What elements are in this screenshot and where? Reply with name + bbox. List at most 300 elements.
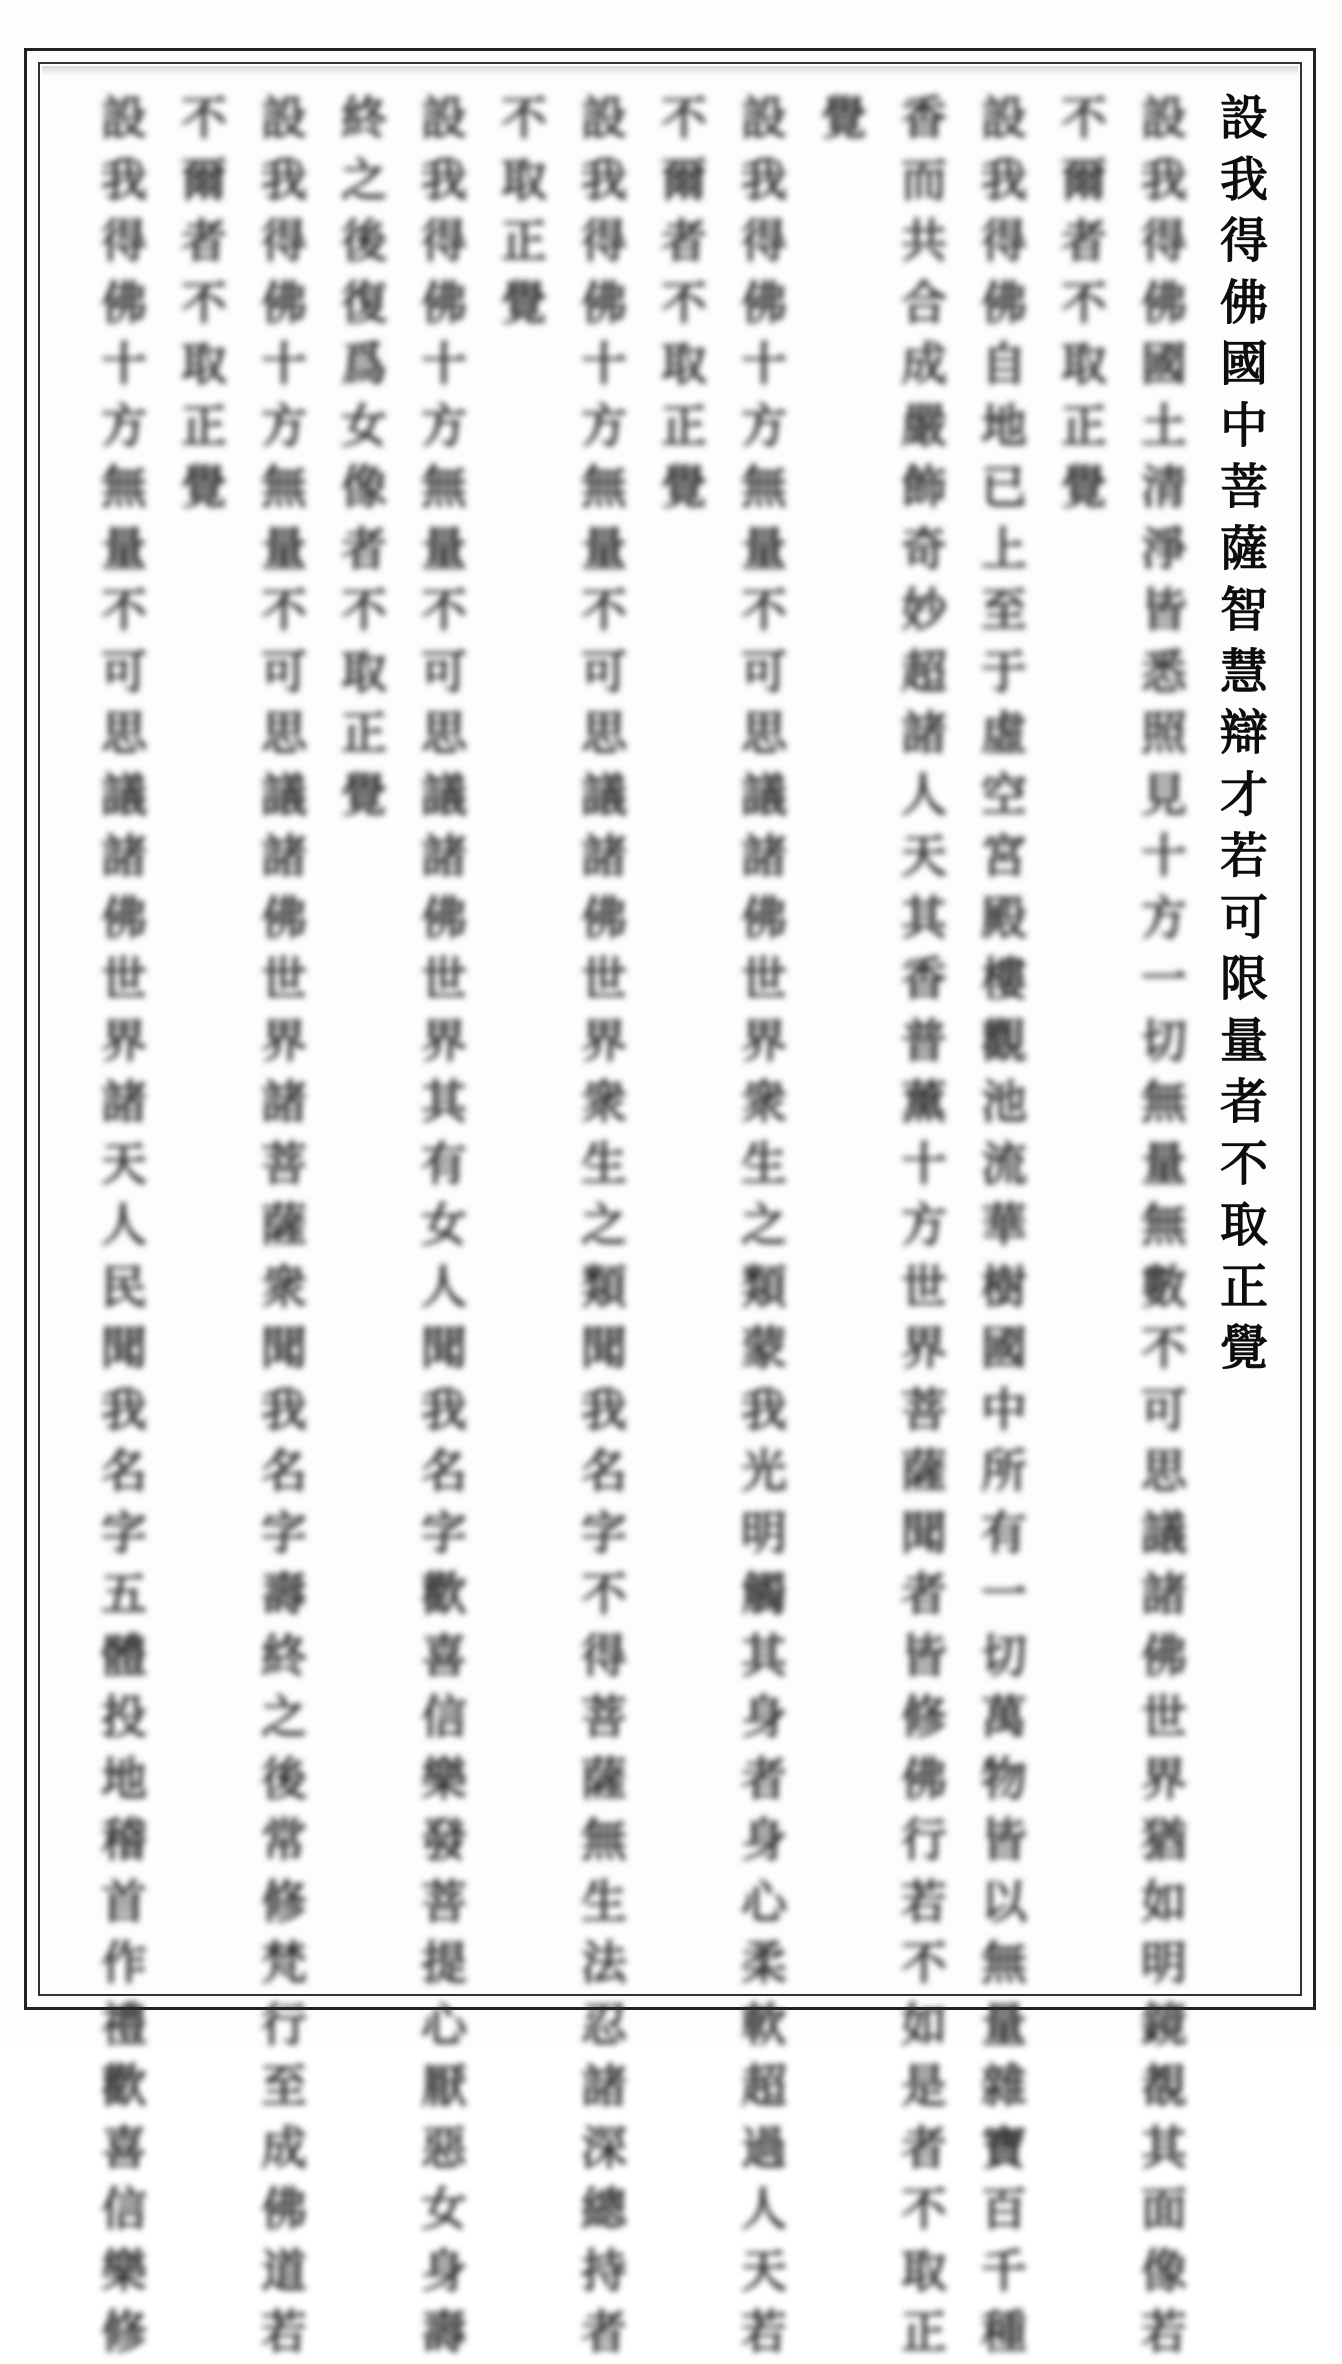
glyph: 蒙 xyxy=(741,1321,787,1375)
glyph: 皆 xyxy=(1141,583,1187,637)
glyph: 不 xyxy=(901,1936,947,1990)
glyph: 不 xyxy=(901,2182,947,2236)
glyph: 十 xyxy=(421,337,467,391)
glyph: 超 xyxy=(901,644,947,699)
glyph: 諸 xyxy=(741,829,787,883)
glyph: 生 xyxy=(741,1136,787,1191)
glyph: 諸 xyxy=(581,829,627,883)
glyph: 淨 xyxy=(1141,521,1187,576)
text-column xyxy=(804,88,884,150)
glyph: 量 xyxy=(261,521,307,576)
glyph: 有 xyxy=(421,1136,467,1191)
glyph: 不 xyxy=(581,1567,627,1621)
glyph: 已 xyxy=(981,460,1027,514)
glyph: 量 xyxy=(581,521,627,576)
glyph: 諸 xyxy=(101,1075,147,1129)
glyph: 思 xyxy=(261,706,307,760)
glyph: 量 xyxy=(741,521,787,576)
glyph: 十 xyxy=(101,337,147,391)
glyph: 首 xyxy=(101,1874,147,1929)
glyph: 方 xyxy=(901,1198,947,1252)
glyph: 忍 xyxy=(581,1997,627,2052)
glyph: 議 xyxy=(1141,1505,1187,1560)
glyph: 後 xyxy=(261,1751,307,1806)
glyph: 才 xyxy=(1219,766,1268,823)
glyph: 宮 xyxy=(981,829,1027,883)
glyph: 取 xyxy=(1061,337,1107,391)
glyph: 作 xyxy=(101,1936,147,1990)
glyph: 類 xyxy=(581,1259,627,1314)
glyph: 正 xyxy=(661,398,707,453)
glyph: 樹 xyxy=(981,1259,1027,1314)
glyph: 得 xyxy=(1219,213,1268,269)
glyph: 名 xyxy=(421,1444,467,1498)
glyph: 百 xyxy=(981,2182,1027,2236)
glyph: 字 xyxy=(581,1505,627,1560)
glyph: 界 xyxy=(261,1013,307,1068)
glyph: 不 xyxy=(261,583,307,637)
text-column xyxy=(484,88,564,334)
glyph: 佛 xyxy=(901,1751,947,1806)
glyph: 方 xyxy=(421,398,467,453)
glyph: 衆 xyxy=(261,1259,307,1314)
glyph: 佛 xyxy=(421,890,467,945)
glyph: 總 xyxy=(581,2182,627,2236)
glyph: 我 xyxy=(581,1382,627,1437)
glyph: 其 xyxy=(1141,2120,1187,2175)
glyph: 衆 xyxy=(741,1075,787,1129)
glyph: 佛 xyxy=(741,275,787,330)
glyph: 是 xyxy=(901,2059,947,2113)
glyph: 議 xyxy=(581,767,627,822)
glyph: 正 xyxy=(1061,398,1107,453)
glyph: 聞 xyxy=(261,1321,307,1375)
glyph: 至 xyxy=(261,2059,307,2113)
glyph: 思 xyxy=(581,706,627,760)
glyph: 人 xyxy=(421,1259,467,1314)
glyph: 照 xyxy=(1141,706,1187,760)
glyph: 國 xyxy=(981,1321,1027,1375)
glyph: 修 xyxy=(101,2305,147,2359)
glyph: 發 xyxy=(421,1813,467,1867)
glyph: 切 xyxy=(1141,1013,1187,1068)
glyph: 覺 xyxy=(1061,460,1107,514)
glyph: 我 xyxy=(741,152,787,207)
glyph: 界 xyxy=(1141,1751,1187,1806)
glyph: 不 xyxy=(421,583,467,637)
glyph: 我 xyxy=(421,1382,467,1437)
text-column xyxy=(964,88,1044,2364)
glyph: 光 xyxy=(741,1444,787,1498)
vertical-text-block xyxy=(84,88,1284,2359)
glyph: 設 xyxy=(261,91,307,145)
glyph: 諸 xyxy=(901,706,947,760)
glyph: 心 xyxy=(421,1997,467,2052)
glyph: 諸 xyxy=(421,829,467,883)
glyph: 若 xyxy=(261,2305,307,2359)
glyph: 我 xyxy=(101,152,147,207)
glyph: 終 xyxy=(341,91,387,145)
glyph: 過 xyxy=(741,2120,787,2175)
glyph: 深 xyxy=(581,2120,627,2175)
glyph: 佛 xyxy=(101,275,147,330)
glyph: 量 xyxy=(1141,1136,1187,1191)
glyph: 者 xyxy=(901,2120,947,2175)
glyph: 惡 xyxy=(421,2120,467,2175)
glyph: 設 xyxy=(101,91,147,145)
glyph: 一 xyxy=(981,1567,1027,1621)
glyph: 無 xyxy=(981,1936,1027,1990)
glyph: 歡 xyxy=(421,1567,467,1621)
glyph: 聞 xyxy=(421,1321,467,1375)
glyph: 萬 xyxy=(981,1690,1027,1744)
glyph: 思 xyxy=(101,706,147,760)
glyph: 修 xyxy=(261,1874,307,1929)
glyph: 信 xyxy=(101,2182,147,2236)
glyph: 行 xyxy=(261,1997,307,2052)
glyph: 爾 xyxy=(181,152,227,207)
scan-shading xyxy=(42,66,1298,76)
glyph: 不 xyxy=(581,583,627,637)
glyph: 如 xyxy=(901,1997,947,2052)
glyph: 佛 xyxy=(741,890,787,945)
glyph: 世 xyxy=(421,952,467,1006)
glyph: 字 xyxy=(421,1505,467,1560)
glyph: 香 xyxy=(901,91,947,145)
glyph: 生 xyxy=(581,1136,627,1191)
glyph: 若 xyxy=(901,1874,947,1929)
glyph: 名 xyxy=(581,1444,627,1498)
glyph: 不 xyxy=(181,91,227,145)
glyph: 猶 xyxy=(1141,1813,1187,1867)
glyph: 共 xyxy=(901,214,947,268)
glyph: 可 xyxy=(101,644,147,699)
text-column xyxy=(244,88,324,2364)
glyph: 正 xyxy=(901,2305,947,2359)
glyph: 可 xyxy=(1141,1382,1187,1437)
glyph: 量 xyxy=(1219,1012,1268,1069)
glyph: 身 xyxy=(421,2243,467,2298)
glyph: 妙 xyxy=(901,583,947,637)
text-column-highlighted xyxy=(1204,88,1284,1380)
glyph: 其 xyxy=(421,1075,467,1129)
glyph: 十 xyxy=(261,337,307,391)
glyph: 普 xyxy=(901,1013,947,1068)
glyph: 數 xyxy=(1141,1259,1187,1314)
glyph: 千 xyxy=(981,2243,1027,2298)
glyph: 得 xyxy=(741,214,787,268)
glyph: 見 xyxy=(1141,767,1187,822)
glyph: 可 xyxy=(1219,889,1268,946)
glyph: 正 xyxy=(181,398,227,453)
glyph: 有 xyxy=(981,1505,1027,1560)
glyph: 取 xyxy=(901,2243,947,2298)
glyph: 界 xyxy=(101,1013,147,1068)
glyph: 我 xyxy=(1141,152,1187,207)
glyph: 世 xyxy=(261,952,307,1006)
glyph: 界 xyxy=(741,1013,787,1068)
glyph: 不 xyxy=(1061,91,1107,145)
glyph: 稽 xyxy=(101,1813,147,1867)
glyph: 池 xyxy=(981,1075,1027,1129)
glyph: 無 xyxy=(581,1813,627,1867)
text-column xyxy=(724,88,804,2364)
glyph: 喜 xyxy=(101,2120,147,2175)
glyph: 諸 xyxy=(1141,1567,1187,1621)
glyph: 慧 xyxy=(1219,643,1268,700)
glyph: 殿 xyxy=(981,890,1027,945)
glyph: 嚴 xyxy=(901,398,947,453)
glyph: 議 xyxy=(421,767,467,822)
glyph: 類 xyxy=(741,1259,787,1314)
glyph: 方 xyxy=(581,398,627,453)
glyph: 皆 xyxy=(981,1813,1027,1867)
glyph: 無 xyxy=(261,460,307,514)
glyph: 流 xyxy=(981,1136,1027,1191)
glyph: 像 xyxy=(1141,2243,1187,2298)
glyph: 終 xyxy=(261,1628,307,1683)
glyph: 後 xyxy=(341,214,387,268)
glyph: 字 xyxy=(261,1505,307,1560)
glyph: 之 xyxy=(341,152,387,207)
glyph: 菩 xyxy=(581,1690,627,1744)
text-column xyxy=(1124,88,1204,2364)
glyph: 諸 xyxy=(581,2059,627,2113)
glyph: 地 xyxy=(101,1751,147,1806)
glyph: 者 xyxy=(341,521,387,576)
glyph: 成 xyxy=(261,2120,307,2175)
text-column xyxy=(644,88,724,519)
glyph: 壽 xyxy=(261,1567,307,1621)
glyph: 梵 xyxy=(261,1936,307,1990)
text-column xyxy=(164,88,244,519)
glyph: 若 xyxy=(1219,828,1268,884)
text-column xyxy=(324,88,404,826)
glyph: 于 xyxy=(981,644,1027,699)
glyph: 土 xyxy=(1141,398,1187,453)
glyph: 虛 xyxy=(981,706,1027,760)
glyph: 設 xyxy=(981,91,1027,145)
glyph: 佛 xyxy=(1141,275,1187,330)
glyph: 得 xyxy=(421,214,467,268)
glyph: 方 xyxy=(741,398,787,453)
glyph: 清 xyxy=(1141,460,1187,514)
glyph: 華 xyxy=(981,1198,1027,1252)
glyph: 喜 xyxy=(421,1628,467,1683)
glyph: 佛 xyxy=(981,275,1027,330)
glyph: 國 xyxy=(1141,337,1187,391)
glyph: 菩 xyxy=(421,1874,467,1929)
glyph: 女 xyxy=(421,2182,467,2236)
glyph: 不 xyxy=(101,583,147,637)
glyph: 樂 xyxy=(101,2243,147,2298)
glyph: 佛 xyxy=(581,275,627,330)
glyph: 物 xyxy=(981,1751,1027,1806)
glyph: 設 xyxy=(1219,90,1268,146)
glyph: 者 xyxy=(661,214,707,268)
glyph: 設 xyxy=(581,91,627,145)
glyph: 覺 xyxy=(341,767,387,822)
glyph: 軟 xyxy=(741,1997,787,2052)
glyph: 菩 xyxy=(1219,459,1268,515)
glyph: 空 xyxy=(981,767,1027,822)
glyph: 取 xyxy=(1219,1197,1268,1253)
glyph: 不 xyxy=(661,91,707,145)
glyph: 名 xyxy=(261,1444,307,1498)
glyph: 奇 xyxy=(901,521,947,576)
glyph: 成 xyxy=(901,337,947,391)
glyph: 復 xyxy=(341,275,387,330)
glyph: 無 xyxy=(581,460,627,514)
glyph: 無 xyxy=(101,460,147,514)
glyph: 佛 xyxy=(261,275,307,330)
glyph: 生 xyxy=(581,1874,627,1929)
glyph: 覩 xyxy=(1141,2059,1187,2113)
glyph: 不 xyxy=(661,275,707,330)
glyph: 方 xyxy=(1141,890,1187,945)
glyph: 可 xyxy=(261,644,307,699)
glyph: 投 xyxy=(101,1690,147,1744)
glyph: 超 xyxy=(741,2059,787,2113)
glyph: 道 xyxy=(261,2243,307,2298)
glyph: 方 xyxy=(101,398,147,453)
glyph: 一 xyxy=(1141,952,1187,1006)
glyph: 菩 xyxy=(261,1136,307,1191)
glyph: 信 xyxy=(421,1690,467,1744)
glyph: 名 xyxy=(101,1444,147,1498)
glyph: 女 xyxy=(341,398,387,453)
glyph: 合 xyxy=(901,275,947,330)
glyph: 不 xyxy=(741,583,787,637)
glyph: 爾 xyxy=(1061,152,1107,207)
glyph: 我 xyxy=(261,152,307,207)
glyph: 可 xyxy=(421,644,467,699)
glyph: 無 xyxy=(421,460,467,514)
glyph: 而 xyxy=(901,152,947,207)
glyph: 樂 xyxy=(421,1751,467,1806)
glyph: 寶 xyxy=(981,2120,1027,2175)
glyph: 不 xyxy=(181,275,227,330)
glyph: 取 xyxy=(501,152,547,207)
glyph: 我 xyxy=(421,152,467,207)
glyph: 上 xyxy=(981,521,1027,576)
glyph: 至 xyxy=(981,583,1027,637)
glyph: 不 xyxy=(1219,1135,1268,1192)
glyph: 得 xyxy=(101,214,147,268)
glyph: 十 xyxy=(901,1136,947,1191)
glyph: 字 xyxy=(101,1505,147,1560)
glyph: 不 xyxy=(501,91,547,145)
text-column xyxy=(404,88,484,2364)
glyph: 者 xyxy=(901,1567,947,1621)
glyph: 厭 xyxy=(421,2059,467,2113)
glyph: 我 xyxy=(101,1382,147,1437)
glyph: 得 xyxy=(261,214,307,268)
glyph: 者 xyxy=(741,1751,787,1806)
glyph: 民 xyxy=(101,1259,147,1314)
glyph: 佛 xyxy=(101,890,147,945)
glyph: 覺 xyxy=(501,275,547,330)
glyph: 修 xyxy=(901,1690,947,1744)
glyph: 女 xyxy=(421,1198,467,1252)
glyph: 佛 xyxy=(421,275,467,330)
glyph: 思 xyxy=(1141,1444,1187,1498)
glyph: 體 xyxy=(101,1628,147,1683)
glyph: 心 xyxy=(741,1874,787,1929)
glyph: 我 xyxy=(261,1382,307,1437)
glyph: 聞 xyxy=(581,1321,627,1375)
glyph: 衆 xyxy=(581,1075,627,1129)
glyph: 以 xyxy=(981,1874,1027,1929)
glyph: 提 xyxy=(421,1936,467,1990)
glyph: 佛 xyxy=(261,890,307,945)
glyph: 智 xyxy=(1219,582,1268,638)
glyph: 覺 xyxy=(821,91,867,145)
glyph: 十 xyxy=(1141,829,1187,883)
glyph: 爾 xyxy=(661,152,707,207)
glyph: 行 xyxy=(901,1813,947,1867)
glyph: 議 xyxy=(741,767,787,822)
glyph: 議 xyxy=(101,767,147,822)
glyph: 之 xyxy=(261,1690,307,1744)
glyph: 正 xyxy=(1219,1258,1268,1315)
glyph: 柔 xyxy=(741,1936,787,1990)
glyph: 十 xyxy=(741,337,787,391)
glyph: 種 xyxy=(981,2305,1027,2359)
glyph: 諸 xyxy=(261,1075,307,1129)
glyph: 得 xyxy=(981,214,1027,268)
glyph: 身 xyxy=(741,1690,787,1744)
glyph: 者 xyxy=(1219,1074,1268,1130)
glyph: 我 xyxy=(1219,151,1268,208)
glyph: 方 xyxy=(261,398,307,453)
glyph: 覺 xyxy=(181,460,227,514)
glyph: 其 xyxy=(741,1628,787,1683)
glyph: 國 xyxy=(1219,336,1268,392)
glyph: 不 xyxy=(341,583,387,637)
glyph: 十 xyxy=(581,337,627,391)
text-column xyxy=(564,88,644,2364)
glyph: 薩 xyxy=(1219,520,1268,577)
glyph: 明 xyxy=(741,1505,787,1560)
glyph: 若 xyxy=(741,2305,787,2359)
glyph: 之 xyxy=(581,1198,627,1252)
glyph: 聞 xyxy=(101,1321,147,1375)
glyph: 諸 xyxy=(101,829,147,883)
glyph: 議 xyxy=(261,767,307,822)
glyph: 法 xyxy=(581,1936,627,1990)
glyph: 樓 xyxy=(981,952,1027,1006)
glyph: 所 xyxy=(981,1444,1027,1498)
glyph: 可 xyxy=(741,644,787,699)
glyph: 世 xyxy=(741,952,787,1006)
glyph: 禮 xyxy=(101,1997,147,2052)
glyph: 觀 xyxy=(981,1013,1027,1068)
glyph: 正 xyxy=(341,706,387,760)
glyph: 我 xyxy=(741,1382,787,1437)
glyph: 天 xyxy=(101,1136,147,1191)
glyph: 量 xyxy=(101,521,147,576)
glyph: 天 xyxy=(741,2243,787,2298)
glyph: 世 xyxy=(581,952,627,1006)
glyph: 佛 xyxy=(581,890,627,945)
glyph: 得 xyxy=(581,1628,627,1683)
glyph: 常 xyxy=(261,1813,307,1867)
glyph: 飾 xyxy=(901,460,947,514)
glyph: 聞 xyxy=(901,1505,947,1560)
glyph: 思 xyxy=(741,706,787,760)
glyph: 限 xyxy=(1219,951,1268,1007)
